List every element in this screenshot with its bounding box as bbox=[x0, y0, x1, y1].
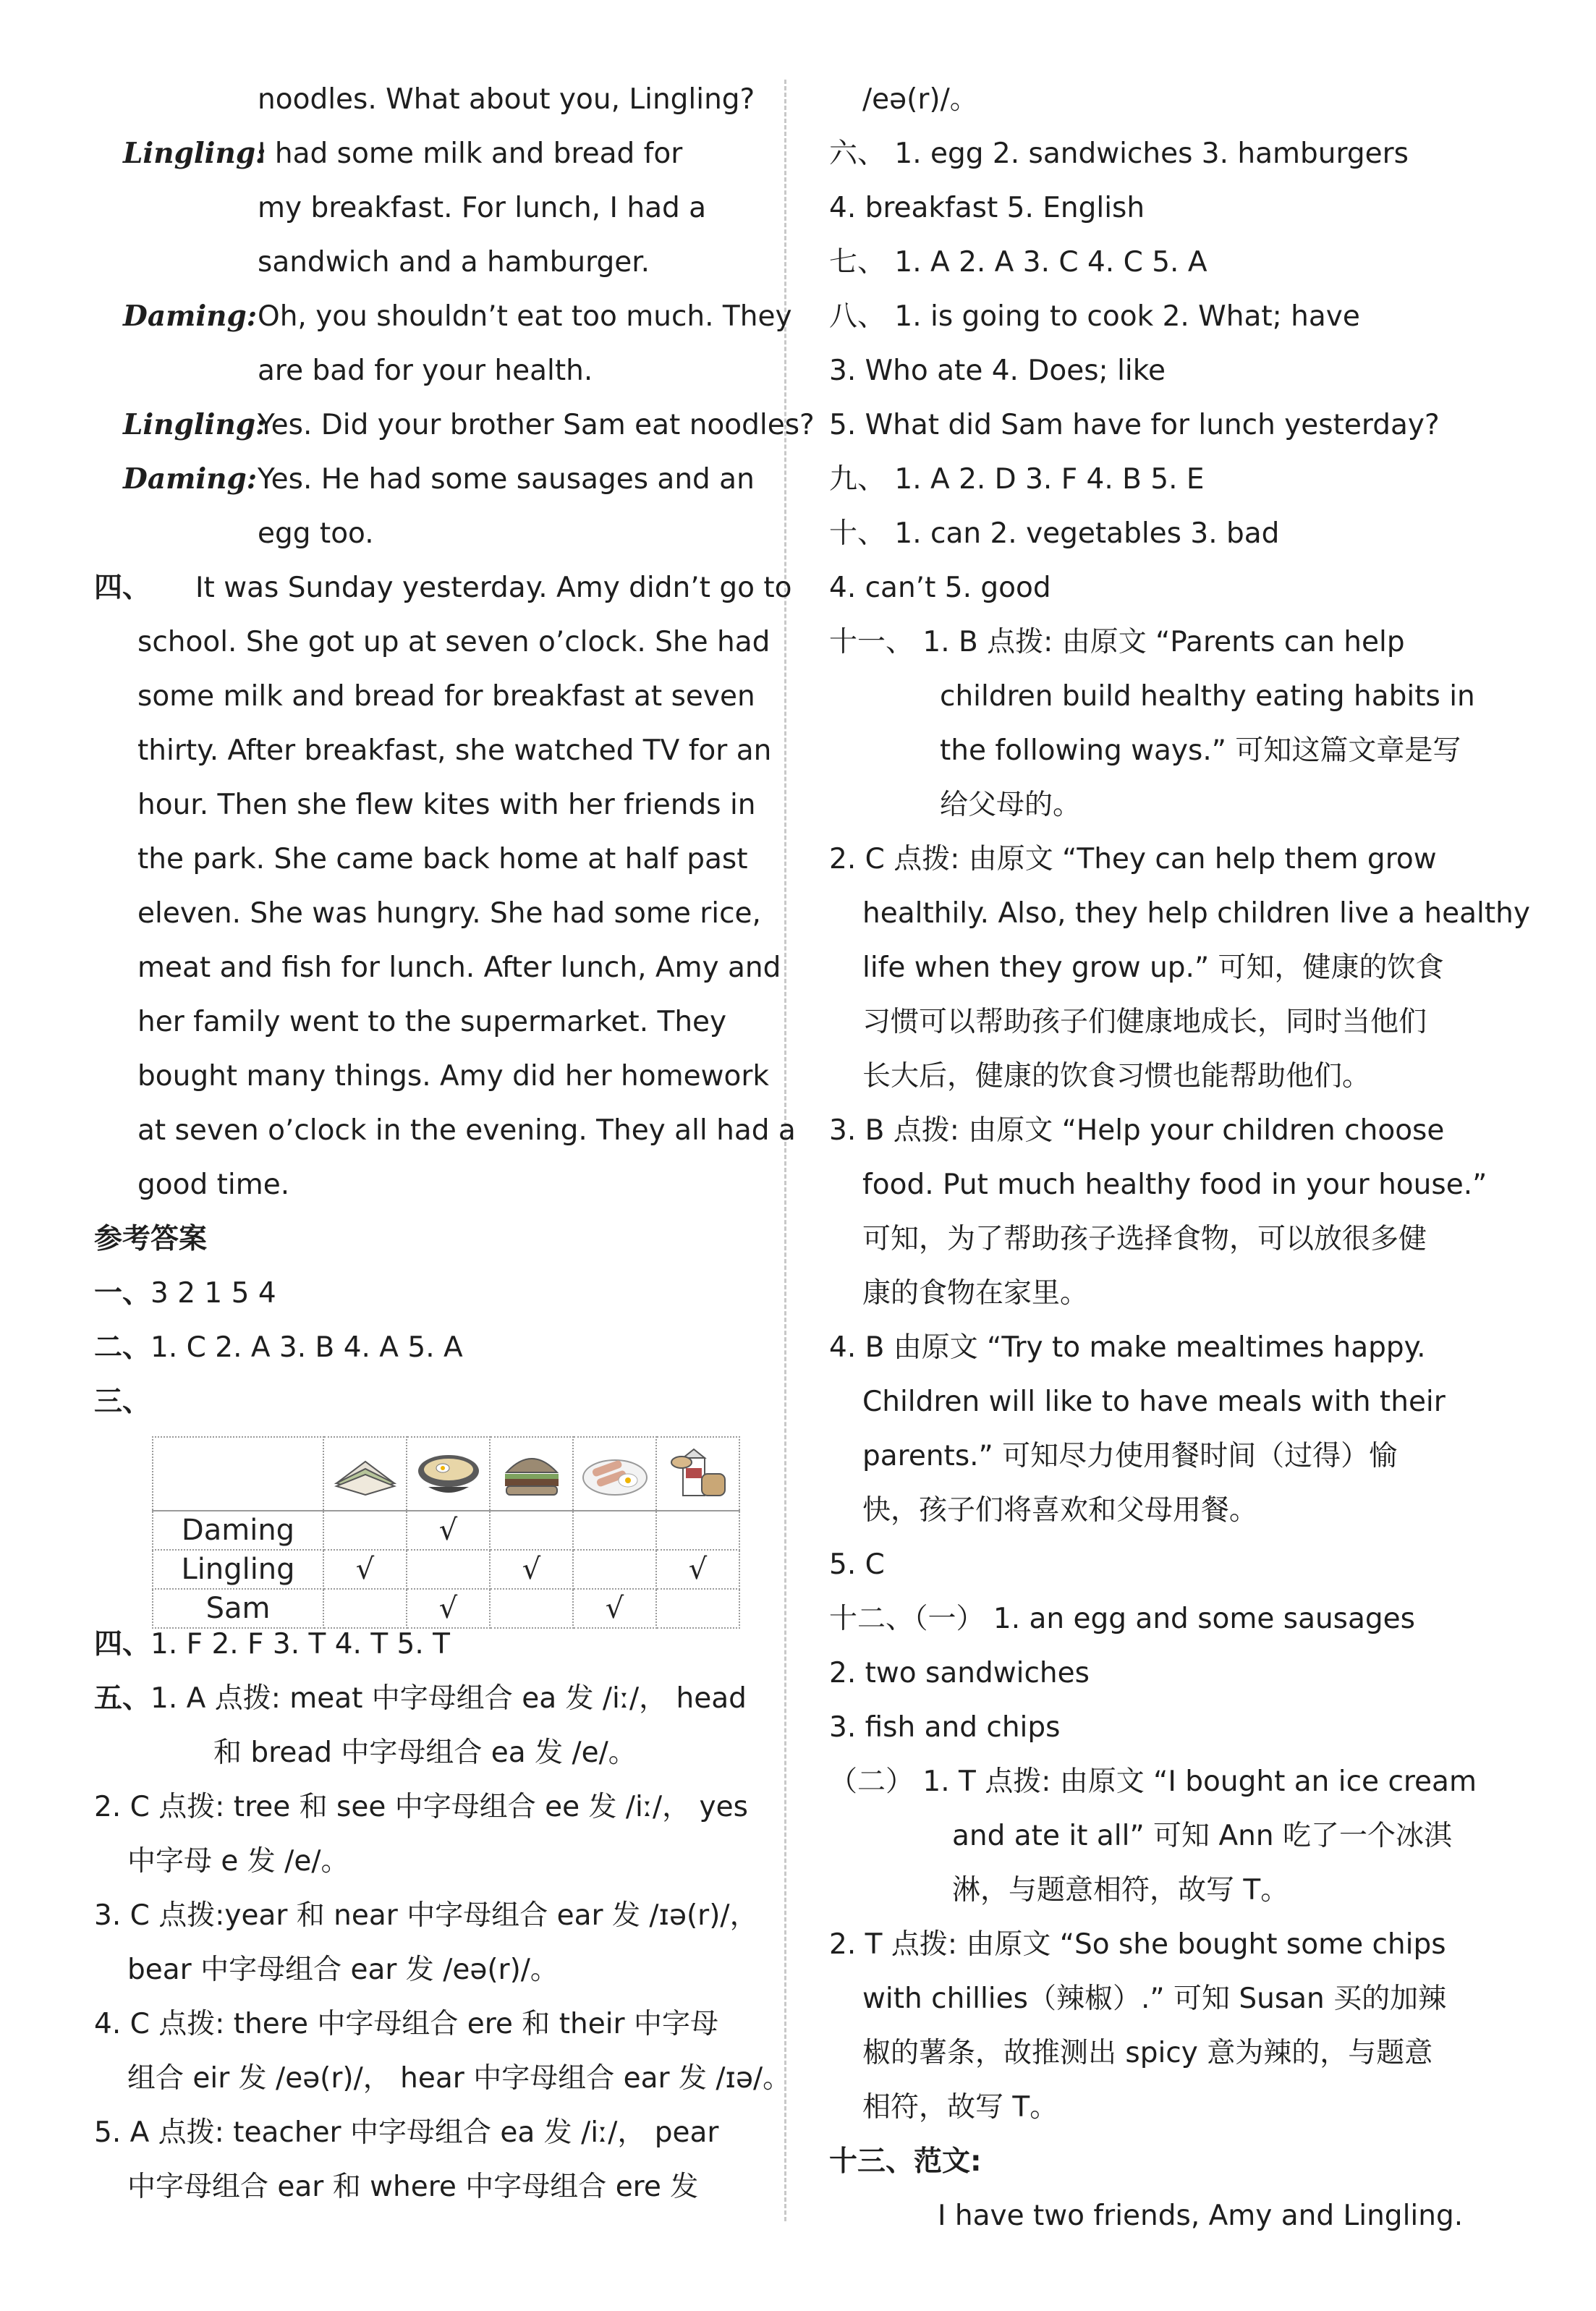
person-name: Sam bbox=[153, 1589, 323, 1628]
answer-line: life when they grow up.” 可知，健康的饮食 bbox=[862, 951, 1444, 984]
answer-line: and ate it all” 可知 Ann 吃了一个冰淇 bbox=[952, 1820, 1452, 1852]
answer-line: 5. A 点拨: teacher 中字母组合 ea 发 /iː/， pear bbox=[94, 2116, 719, 2149]
answer-line: 4. can’t 5. good bbox=[829, 572, 1051, 604]
table-row bbox=[153, 1511, 739, 1550]
answer-line: Children will like to have meals with their bbox=[862, 1386, 1446, 1418]
answer-line: 习惯可以帮助孩子们健康地成长，同时当他们 bbox=[862, 1006, 1427, 1038]
passage-line: at seven o’clock in the evening. They all had a bbox=[137, 1114, 796, 1147]
dialogue-line: egg too. bbox=[258, 517, 374, 550]
answer-text: 1. F 2. F 3. T 4. T 5. T bbox=[150, 1628, 450, 1661]
passage-text: It was Sunday yesterday. Amy didn’t go to bbox=[195, 572, 792, 604]
tick-cell: √ bbox=[407, 1589, 490, 1628]
noodles-icon bbox=[414, 1446, 483, 1501]
sausage-egg-icon bbox=[580, 1449, 650, 1499]
section-label: 四、 bbox=[94, 572, 151, 604]
answer-line: 椒的薯条，故推测出 spicy 意为辣的，与题意 bbox=[862, 2037, 1433, 2069]
answer-line: food. Put much healthy food in your house.” bbox=[862, 1169, 1487, 1201]
speaker-daming: Daming: bbox=[123, 300, 258, 333]
food-cell bbox=[573, 1437, 656, 1511]
dialogue-line bbox=[94, 398, 815, 452]
passage-line: thirty. After breakfast, she watched TV for an bbox=[137, 734, 772, 767]
answer-line: 快，孩子们将喜欢和父母用餐。 bbox=[862, 1494, 1258, 1527]
answer-line: 十、 1. can 2. vegetables 3. bad bbox=[829, 517, 1280, 550]
answer-line: 十一、 1. B 点拨: 由原文 “Parents can help bbox=[829, 626, 1405, 658]
passage-line: meat and fish for lunch. After lunch, Amy and bbox=[137, 951, 781, 984]
food-cell bbox=[323, 1437, 407, 1511]
answer-line: /eə(r)/。 bbox=[862, 83, 978, 116]
answer-line: 4. C 点拨: there 中字母组合 ere 和 their 中字母 bbox=[94, 2008, 718, 2040]
dialogue-line: are bad for your health. bbox=[258, 355, 593, 387]
answer-line: 七、 1. A 2. A 3. C 4. C 5. A bbox=[829, 246, 1207, 279]
dialogue-line bbox=[94, 127, 745, 181]
person-name: Daming bbox=[153, 1511, 323, 1550]
dialogue-line bbox=[94, 289, 792, 344]
section-label: 五、 bbox=[94, 1682, 151, 1715]
tick-cell: √ bbox=[490, 1550, 573, 1589]
food-cell bbox=[490, 1437, 573, 1511]
section-label: 四、 bbox=[94, 1628, 151, 1661]
passage-line: good time. bbox=[137, 1169, 290, 1201]
answer-line: 3. C 点拨:year 和 near 中字母组合 ear 发 /ɪə(r)/， bbox=[94, 1899, 758, 1932]
answer-line: 4. B 由原文 “Try to make mealtimes happy. bbox=[829, 1331, 1426, 1364]
right-column bbox=[829, 72, 1530, 2243]
answer-line: 和 bread 中字母组合 ea 发 /e/。 bbox=[213, 1737, 637, 1769]
answer-line: （二） 1. T 点拨: 由原文 “I bought an ice cream bbox=[829, 1765, 1477, 1798]
answer-line: 八、 1. is going to cook 2. What; have bbox=[829, 300, 1360, 333]
hamburger-icon bbox=[499, 1446, 564, 1501]
food-cell bbox=[407, 1437, 490, 1511]
milk-bread-icon bbox=[667, 1445, 729, 1503]
section-label: 二、 bbox=[94, 1331, 151, 1364]
table-header-row bbox=[153, 1437, 739, 1511]
answer-line: 3. fish and chips bbox=[829, 1711, 1061, 1744]
answer-text: 1. C 2. A 3. B 4. A 5. A bbox=[150, 1331, 463, 1364]
answer-line: 十二、（一） 1. an egg and some sausages bbox=[829, 1603, 1415, 1635]
table-corner bbox=[153, 1437, 323, 1511]
dialogue-text: I had some milk and bread for bbox=[258, 137, 683, 170]
answer-line: 六、 1. egg 2. sandwiches 3. hamburgers bbox=[829, 137, 1409, 170]
answer-line: parents.” 可知尽力使用餐时间（过得）愉 bbox=[862, 1440, 1398, 1472]
tick-cell: √ bbox=[407, 1511, 490, 1550]
section-label: 一、 bbox=[94, 1277, 151, 1310]
answer-line: 可知，为了帮助孩子选择食物，可以放很多健 bbox=[862, 1223, 1427, 1255]
answer-line: 相符，故写 T。 bbox=[862, 2091, 1058, 2124]
section-label: 三、 bbox=[94, 1386, 151, 1418]
passage-line: the park. She came back home at half past bbox=[137, 843, 748, 875]
answer-line: 2. C 点拨: 由原文 “They can help them grow bbox=[829, 843, 1437, 875]
tick-cell bbox=[573, 1550, 656, 1589]
answer-line: 3. B 点拨: 由原文 “Help your children choose bbox=[829, 1114, 1445, 1147]
answer-line: 2. C 点拨: tree 和 see 中字母组合 ee 发 /iː/， yes bbox=[94, 1791, 748, 1823]
tick-cell bbox=[323, 1511, 407, 1550]
dialogue-line: my breakfast. For lunch, I had a bbox=[258, 192, 707, 224]
tick-cell bbox=[407, 1550, 490, 1589]
answer-line: healthily. Also, they help children live a healthy bbox=[862, 897, 1530, 930]
passage-line: bought many things. Amy did her homework bbox=[137, 1060, 769, 1093]
tick-cell bbox=[490, 1511, 573, 1550]
answer-er bbox=[94, 1320, 745, 1375]
tick-cell: √ bbox=[323, 1550, 407, 1589]
answer-line: 2. two sandwiches bbox=[829, 1657, 1090, 1689]
food-cell bbox=[656, 1437, 739, 1511]
speaker-lingling: Lingling: bbox=[123, 137, 266, 170]
dialogue-text: Yes. Did your brother Sam eat noodles? bbox=[258, 409, 815, 441]
meal-table-wrap bbox=[94, 1429, 745, 1625]
answer-line: the following ways.” 可知这篇文章是写 bbox=[940, 734, 1461, 767]
answer-line: 长大后，健康的饮食习惯也能帮助他们。 bbox=[862, 1060, 1371, 1093]
tick-cell: √ bbox=[573, 1589, 656, 1628]
answers-title: 参考答案 bbox=[94, 1223, 208, 1255]
table-row bbox=[153, 1550, 739, 1589]
answer-line: 给父母的。 bbox=[940, 789, 1082, 821]
dialogue-text: Yes. He had some sausages and an bbox=[258, 463, 755, 496]
section-label: 十三、范文: bbox=[829, 2145, 982, 2178]
speaker-lingling: Lingling: bbox=[123, 408, 266, 441]
answer-line: 3. Who ate 4. Does; like bbox=[829, 355, 1166, 387]
passage-line: school. She got up at seven o’clock. She had bbox=[137, 626, 771, 658]
dialogue-line: sandwich and a hamburger. bbox=[258, 246, 650, 279]
speaker-daming: Daming: bbox=[123, 462, 258, 496]
passage-line: hour. Then she flew kites with her friends in bbox=[137, 789, 756, 821]
passage-line: some milk and bread for breakfast at seven bbox=[137, 680, 755, 713]
passage-line: eleven. She was hungry. She had some rice, bbox=[137, 897, 761, 930]
answer-yi bbox=[94, 1266, 745, 1320]
person-name: Lingling bbox=[153, 1550, 323, 1589]
meal-table bbox=[152, 1436, 740, 1629]
answer-wu bbox=[94, 1671, 745, 1726]
passage-line: her family went to the supermarket. They bbox=[137, 1006, 727, 1038]
essay-line: I have two friends, Amy and Lingling. bbox=[938, 2200, 1464, 2232]
answer-line: 康的食物在家里。 bbox=[862, 1277, 1089, 1310]
tick-cell bbox=[573, 1511, 656, 1550]
answer-line: 九、 1. A 2. D 3. F 4. B 5. E bbox=[829, 463, 1205, 496]
dialogue-line bbox=[94, 452, 755, 506]
answer-line: 2. T 点拨: 由原文 “So she bought some chips bbox=[829, 1928, 1446, 1961]
answer-line: 4. breakfast 5. English bbox=[829, 192, 1145, 224]
answer-line: with chillies（辣椒）.” 可知 Susan 买的加辣 bbox=[862, 1983, 1447, 2015]
answer-line: bear 中字母组合 ear 发 /eə(r)/。 bbox=[127, 1954, 559, 1986]
answer-text: 3 2 1 5 4 bbox=[150, 1277, 276, 1310]
answer-line: 组合 eir 发 /eə(r)/， hear 中字母组合 ear 发 /ɪə/。 bbox=[127, 2062, 791, 2095]
answer-line: 5. What did Sam have for lunch yesterday? bbox=[829, 409, 1440, 441]
answer-line: 5. C bbox=[829, 1548, 885, 1581]
answer-line: 中字母组合 ear 和 where 中字母组合 ere 发 bbox=[127, 2171, 699, 2203]
answer-text: 1. A 点拨: meat 中字母组合 ea 发 /iː/， head bbox=[150, 1682, 747, 1715]
answer-line: 淋，与题意相符，故写 T。 bbox=[952, 1874, 1289, 1907]
answer-line: children build healthy eating habits in bbox=[940, 680, 1475, 713]
answer-si bbox=[94, 1617, 745, 1671]
dialogue-line: noodles. What about you, Lingling? bbox=[258, 83, 755, 116]
left-column bbox=[94, 72, 815, 2214]
passage-first-line bbox=[94, 561, 792, 615]
tick-cell: √ bbox=[656, 1550, 739, 1589]
tick-cell bbox=[656, 1511, 739, 1550]
dialogue-text: Oh, you shouldn’t eat too much. They bbox=[258, 300, 792, 333]
answer-line: 中字母 e 发 /e/。 bbox=[127, 1845, 349, 1878]
sandwich-icon bbox=[331, 1449, 400, 1499]
